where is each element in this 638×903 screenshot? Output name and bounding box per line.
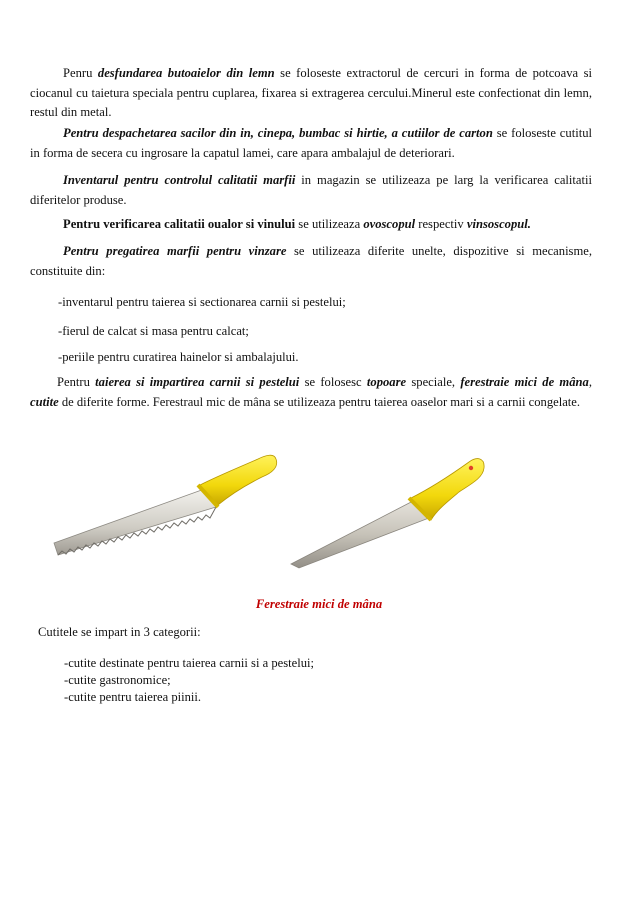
- text-run: se impart in 3 categorii:: [77, 625, 201, 639]
- paragraph-barrels: [30, 64, 592, 123]
- serrated-saw-image: [50, 445, 280, 560]
- paragraph-quality-control: [30, 171, 592, 210]
- text-run: se utilizeaza: [295, 217, 364, 231]
- term-knives: cutite: [30, 394, 59, 409]
- term-vinsoscop: vinsoscopul.: [466, 217, 531, 231]
- list-item: -inventarul pentru taierea si sectionarea carnii si pestelui;: [58, 295, 346, 309]
- emphasis-preparation: Pentru pregatirea marfii pentru vinzare: [63, 244, 287, 258]
- text-run: se folosesc: [299, 375, 367, 389]
- paragraph-cutting: [30, 373, 592, 412]
- text-run: se foloseste cutitul in forma de secera cu ingrosare la capatul lamei, care apara ambalajul de deteriorari.: [30, 126, 592, 160]
- list-item: -periile pentru curatirea hainelor si ambalajului.: [58, 350, 299, 364]
- paragraph-preparation: [30, 242, 592, 281]
- emphasis-cutting: taierea si impartirea carnii si pestelui: [95, 375, 300, 389]
- straight-knife-image: [285, 450, 490, 570]
- list-item: -cutite gastronomice;: [64, 673, 171, 687]
- text-run: se utilizeaza diferite unelte, dispozitive si mecanisme, constituite din:: [30, 244, 592, 278]
- text-run: ,: [588, 375, 592, 389]
- text-run: in magazin se utilizeaza pe larg la verificarea calitatii diferitelor produse.: [30, 173, 592, 207]
- text-run: respectiv: [415, 217, 467, 231]
- term-knives-heading: Cutitele: [38, 625, 78, 639]
- list-item: -cutite destinate pentru taierea carnii si a pestelui;: [64, 656, 315, 670]
- text-run: de diferite forme. Ferestraul mic de mâna se utilizeaza pentru taierea oaselor mari si a carnii congelate.: [58, 394, 581, 409]
- term-axes: topoare: [366, 375, 407, 389]
- emphasis-quality: Inventarul pentru controlul calitatii marfii: [63, 173, 296, 187]
- emphasis-eggs-wine: Pentru verificarea calitatii oualor si vinului: [63, 217, 296, 231]
- term-saws: ferestraie mici de mâna: [460, 375, 589, 389]
- text-run: speciale,: [406, 375, 461, 389]
- emphasis-bags: Pentru despachetarea sacilor din in, cinepa, bumbac si hirtie, a cutiilor de carton: [63, 126, 493, 140]
- emphasis-barrels: desfundarea butoaielor din lemn: [97, 66, 275, 80]
- paragraph-knife-categories: [38, 624, 201, 641]
- paragraph-bags: [30, 124, 592, 163]
- text-run: se foloseste extractorul de cercuri in forma de potcoava si ciocanul cu taietura speciala pentru cuplarea, fixarea si extragerea cercului.Minerul este confectionat din lemn, restul din metal.: [30, 66, 592, 119]
- term-ovoscop: ovoscopul: [363, 217, 416, 231]
- text-run: Penru: [63, 66, 98, 80]
- text-run: Pentru: [57, 375, 96, 389]
- figure-caption: Ferestraie mici de mâna: [255, 597, 383, 611]
- paragraph-eggs-wine: [30, 215, 592, 235]
- list-item: -cutite pentru taierea piinii.: [64, 690, 202, 704]
- list-item: -fierul de calcat si masa pentru calcat;: [58, 324, 249, 338]
